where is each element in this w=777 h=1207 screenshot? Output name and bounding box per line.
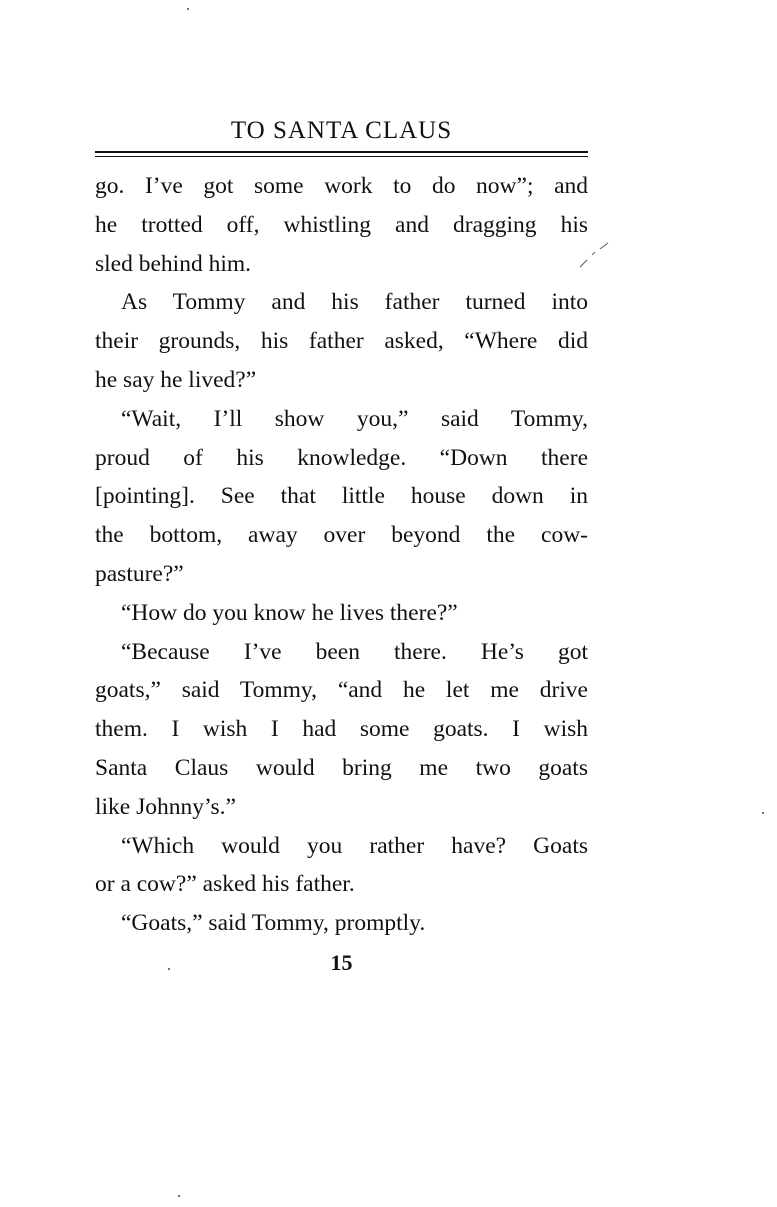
- text-line: goats,” said Tommy, “and he let me drive: [95, 677, 588, 704]
- text-line: he say he lived?”: [95, 366, 257, 393]
- pen-mark: [578, 240, 610, 270]
- text-line: the bottom, away over beyond the cow-: [95, 522, 588, 549]
- text-line: like Johnny’s.”: [95, 793, 236, 820]
- running-head: TO SANTA CLAUS: [230, 117, 453, 144]
- speck: [762, 812, 764, 814]
- speck: [178, 1195, 180, 1197]
- text-line: them. I wish I had some goats. I wish: [95, 716, 588, 743]
- text-line: or a cow?” asked his father.: [95, 871, 355, 898]
- speck: [187, 8, 189, 10]
- text-line: Santa Claus would bring me two goats: [95, 754, 588, 781]
- speck: [168, 968, 170, 970]
- header-rule-thin: [95, 156, 588, 157]
- text-line: proud of his knowledge. “Down there: [95, 444, 588, 471]
- body-text: [95, 167, 588, 943]
- text-line: “Goats,” said Tommy, promptly.: [121, 910, 426, 937]
- text-line: “Wait, I’ll show you,” said Tommy,: [121, 405, 588, 432]
- text-line: their grounds, his father asked, “Where did: [95, 328, 588, 355]
- text-line: he trotted off, whistling and dragging his: [95, 211, 588, 238]
- text-line: pasture?”: [95, 560, 184, 587]
- text-line: sled behind him.: [95, 250, 251, 277]
- page-number: 15: [330, 950, 353, 975]
- text-line: “Which would you rather have? Goats: [121, 832, 588, 859]
- text-line: “How do you know he lives there?”: [121, 599, 458, 626]
- text-line: “Because I’ve been there. He’s got: [121, 638, 588, 665]
- text-line: [pointing]. See that little house down in: [95, 483, 588, 510]
- header-rule-thick: [95, 151, 588, 153]
- text-line: go. I’ve got some work to do now”; and: [95, 173, 588, 199]
- text-line: As Tommy and his father turned into: [121, 289, 588, 316]
